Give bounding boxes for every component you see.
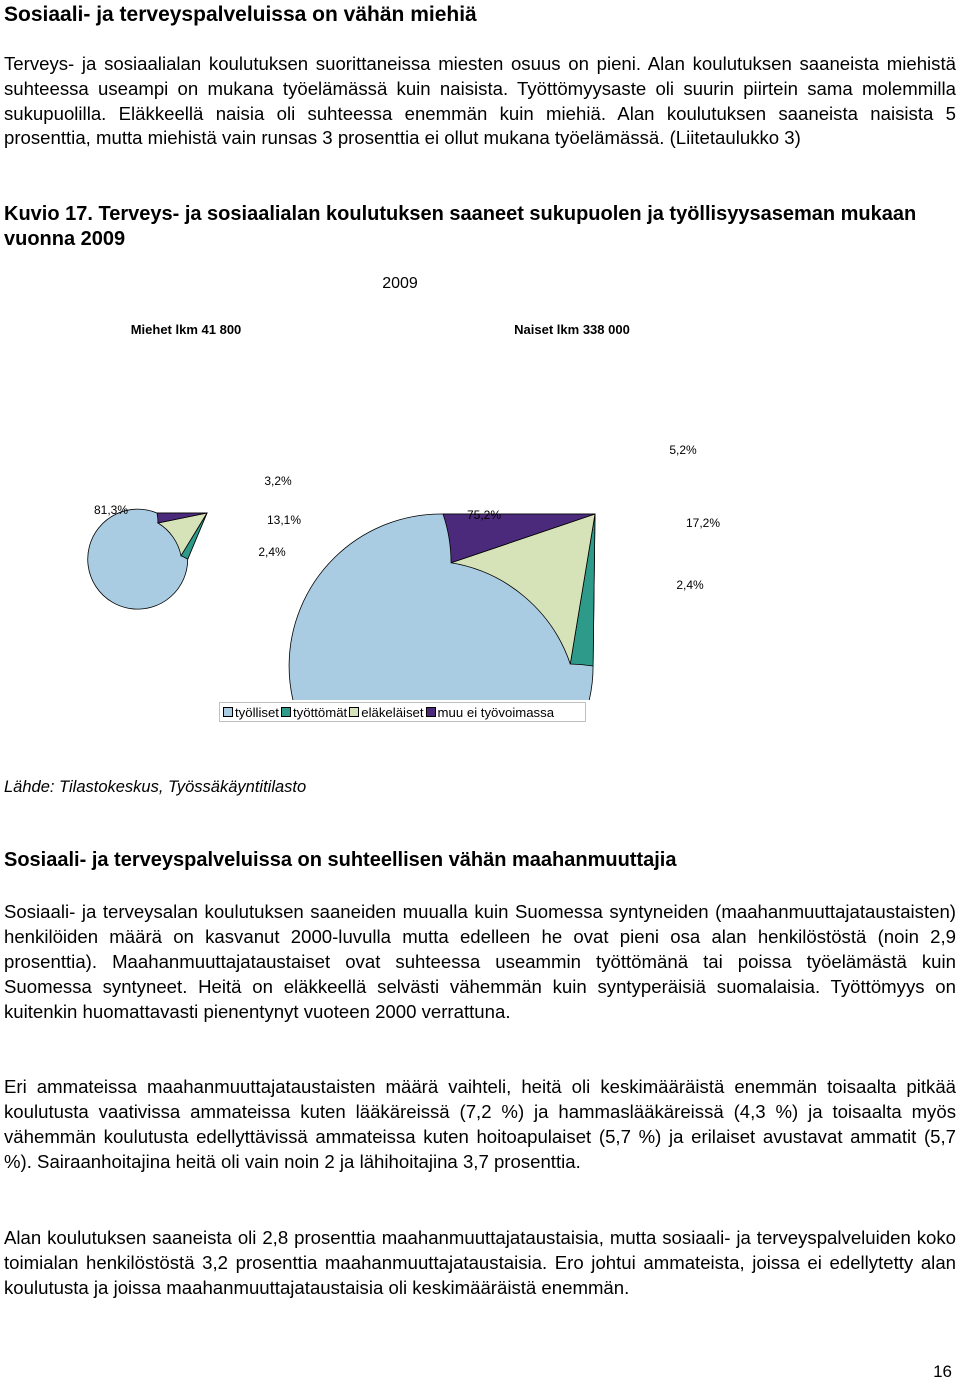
figure-caption: Kuvio 17. Terveys- ja sosiaalialan koulutuksen saaneet sukupuolen ja työllisyysaseman mukaan vuonna 2009	[4, 203, 917, 250]
paragraph-men: Terveys- ja sosiaalialan koulutuksen suorittaneissa miesten osuus on pieni. Alan koulutuksen saaneista miehistä suhteessa useampi on mukana työelämässä kuin naisista. Työttömyysaste oli suurin piirtein sama molemmilla sukupuolilla. Eläkkeellä naisia oli suhteessa enemmän kuin miehiä. Alan koulutuksen saaneista naisista 5 prosenttia, mutta miehistä vain runsas 3 prosenttia ei ollut mukana työelämässä. (Liitetaulukko 3)	[4, 53, 956, 149]
data-label-tyolliset: 75,2%	[466, 508, 502, 522]
legend-swatch	[281, 707, 291, 717]
data-label-muu: 3,2%	[264, 474, 292, 488]
pie-chart	[0, 260, 960, 700]
legend-item-elakelaiset	[349, 705, 423, 720]
data-label-elakelaiset: 17,2%	[685, 516, 721, 530]
legend-label: eläkeläiset	[361, 704, 424, 720]
chart-title: 2009	[382, 275, 418, 292]
legend-item-tyottomat	[281, 705, 347, 720]
paragraph-immigrants-1: Sosiaali- ja terveysalan koulutuksen saaneiden muualla kuin Suomessa syntyneiden (maahanmuuttajataustaisten) henkilöiden määrä on kasvanut 2000-luvulla mutta edelleen he ovat pieni osa alan henkilöstöstä (noin 2,9 prosenttia). Maahanmuuttajataustaiset ovat suhteessa useammin työttömänä tai poissa työelämästä kuin Suomessa syntyneet. Heitä on eläkkeellä selvästi vähemmän kuin syntyperäisiä suomalaisia. Työttömyys on kuitenkin huomattavasti pienentynyt vuoteen 2000 verrattuna.	[4, 901, 956, 1022]
legend-item-tyolliset	[223, 705, 279, 720]
pie-title-women: Naiset lkm 338 000	[514, 322, 630, 337]
legend-label: työlliset	[235, 704, 279, 720]
section-heading-immigrants: Sosiaali- ja terveyspalveluissa on suhteellisen vähän maahanmuuttajia	[4, 849, 677, 871]
pie-women	[289, 514, 595, 700]
data-label-tyolliset: 81,3%	[93, 503, 128, 517]
paragraph-immigrants-2: Eri ammateissa maahanmuuttajataustaisten määrä vaihteli, heitä oli keskimääräistä enemmän toisaalta pitkää koulutusta vaativissa ammateissa kuten lääkäreissä (7,2 %) ja hammaslääkäreissä (4,3 %) ja toisaalta myös vähemmän koulutusta edellyttävissä ammateissa kuten hoitoapulaiset (5,7 %) ja erilaiset avustavat ammatit (5,7 %). Sairaanhoitajina heitä oli vain noin 2 ja lähihoitajina 3,7 prosenttia.	[4, 1076, 956, 1172]
data-label-tyottomat: 2,4%	[258, 545, 286, 559]
page-number: 16	[933, 1362, 952, 1381]
legend-label: muu ei työvoimassa	[437, 704, 555, 720]
pie-men	[88, 509, 207, 609]
legend-label: työttömät	[292, 704, 348, 720]
legend-item-muu	[426, 705, 555, 720]
legend-swatch	[349, 707, 359, 717]
legend-swatch	[223, 707, 233, 717]
section-heading-men: Sosiaali- ja terveyspalveluissa on vähän miehiä	[4, 3, 477, 26]
legend-swatch	[426, 707, 436, 717]
pie-title-men: Miehet lkm 41 800	[130, 322, 242, 337]
figure-source: Lähde: Tilastokeskus, Työssäkäyntitilasto	[4, 778, 307, 796]
paragraph-immigrants-3: Alan koulutuksen saaneista oli 2,8 prosenttia maahanmuuttajataustaisia, mutta sosiaali- ja terveyspalveluiden koko toimialan henkilöstöstä 3,2 prosenttia maahanmuuttajataustaisia. Ero johtui ammateista, joissa ei edellytetty alan koulutusta ja joissa maahanmuuttajataustaisia oli keskimääräistä enemmän.	[4, 1227, 956, 1298]
chart-legend	[219, 702, 586, 722]
data-label-elakelaiset: 13,1%	[266, 513, 302, 527]
data-label-tyottomat: 2,4%	[676, 578, 704, 592]
data-label-muu: 5,2%	[669, 443, 697, 457]
